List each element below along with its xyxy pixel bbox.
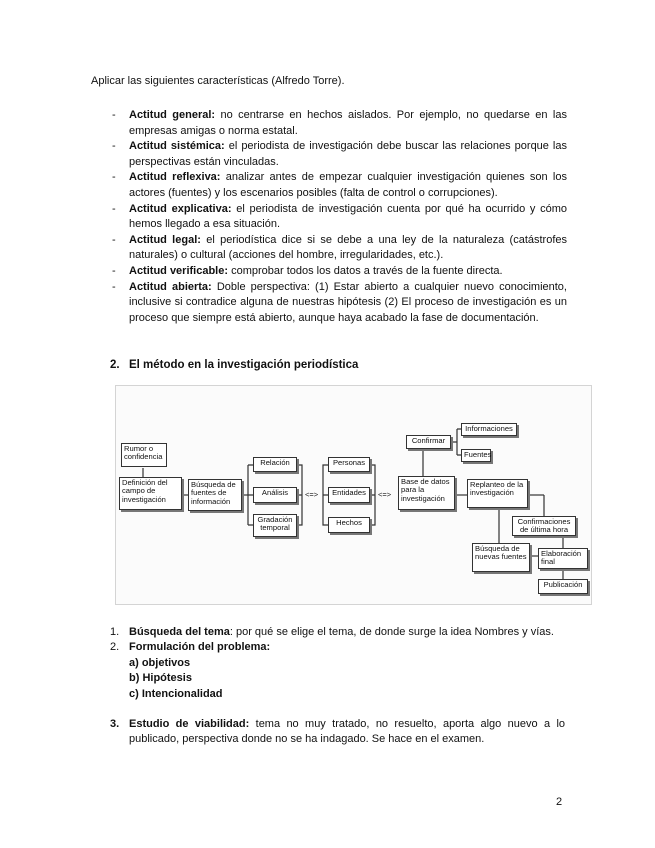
busqueda-nuevas-box: Búsqueda de nuevas fuentes — [472, 543, 530, 572]
bullet-dash: - — [112, 280, 116, 293]
list-item — [110, 717, 565, 748]
definicion-box: Definición del campo de investigación — [119, 477, 182, 510]
sub-item-objetivos: a) objetivos — [129, 656, 191, 669]
bullet-dash: - — [112, 109, 116, 121]
attitude-text: Doble perspectiva: (1) Estar abierto a cualquier nuevo conocimiento, inclusive si contradice alguna de nuestras hipótesis (2) El proceso de investigación es un proceso que siempre está abierto, aunque haya acabado la fase de documentación. — [129, 280, 567, 324]
attitude-term: Actitud explicativa: — [129, 202, 232, 215]
bullet-dash: - — [112, 264, 116, 277]
bullet-dash: - — [112, 233, 116, 246]
attitude-term: Actitud sistémica: — [129, 140, 225, 153]
attitude-text: analizar antes de empezar cualquier investigación quienes son los actores (fuentes) y los escenarios posibles (falta de control o corrupciones). — [129, 171, 567, 199]
section-title: El método en la investigación periodística — [129, 359, 359, 371]
sub-item-intencionalidad: c) Intencionalidad — [129, 687, 223, 700]
bullet-dash: - — [112, 202, 116, 215]
double-arrow: <=> — [378, 490, 392, 499]
attitude-text: no centrarse en hechos aislados. Por ejemplo, no quedarse en las empresas amigas o norma estatal. — [129, 109, 567, 137]
personas-box: Personas — [328, 457, 370, 472]
steps-list — [110, 625, 565, 748]
list-item — [112, 202, 567, 233]
double-arrow: <=> — [305, 490, 319, 499]
intro-line: Aplicar las siguientes características (Alfredo Torre). — [91, 75, 345, 87]
gradacion-box: Gradación temporal — [253, 514, 297, 537]
replanteo-box: Replanteo de la investigación — [467, 479, 528, 508]
hechos-box: Hechos — [328, 517, 370, 533]
section-number: 2. — [110, 359, 120, 371]
list-item — [112, 108, 567, 139]
attitudes-list — [112, 108, 567, 326]
list-item — [112, 280, 567, 327]
informaciones-box: Informaciones — [461, 423, 517, 436]
method-diagram — [115, 385, 592, 605]
attitude-term: Actitud abierta: — [129, 280, 212, 293]
analisis-box: Análisis — [253, 487, 297, 503]
list-item — [112, 139, 567, 170]
attitude-term: Actitud verificable: — [129, 264, 229, 277]
busqueda-fuentes-box: Búsqueda de fuentes de información — [188, 479, 242, 511]
list-item — [112, 264, 567, 280]
attitude-text: comprobar todos los datos a través de la fuente directa. — [228, 264, 503, 277]
bracket-confirm — [451, 429, 461, 455]
list-item — [112, 233, 567, 264]
attitude-term: Actitud reflexiva: — [129, 171, 221, 184]
list-item — [112, 170, 567, 201]
step-number: 2. — [110, 641, 120, 654]
confirmaciones-box: Confirmaciones de última hora — [512, 516, 576, 536]
bullet-dash: - — [112, 140, 116, 153]
page-number: 2 — [556, 796, 563, 808]
bracket-right-entities — [370, 465, 375, 525]
attitude-term: Actitud legal: — [129, 233, 201, 246]
attitude-term: Actitud general: — [129, 109, 216, 121]
attitude-text: el periodista de investigación cuenta por qué ha ocurrido y cómo hemos llegado a esa situación. — [129, 202, 568, 231]
confirmar-box: Confirmar — [406, 435, 451, 449]
step-number: 1. — [110, 626, 120, 638]
step-term: Búsqueda del tema — [129, 626, 230, 638]
entidades-box: Entidades — [328, 487, 370, 503]
step-number: 3. — [110, 718, 120, 731]
attitude-text: el periodística dice si se debe a una ley de la naturaleza (catástrofes naturales) o cultural (acciones del hombre, irregularidades, etc.). — [129, 233, 568, 262]
relacion-box: Relación — [253, 457, 297, 472]
list-item — [110, 640, 565, 655]
attitude-text: el periodista de investigación debe buscar las relaciones porque las perspectivas están vinculadas. — [129, 140, 567, 168]
list-item — [110, 625, 565, 640]
step-term: Estudio de viabilidad: — [129, 718, 250, 731]
step-text: : por qué se elige el tema, de donde surge la idea Nombres y vías. — [229, 626, 554, 638]
rumor-box: Rumor o confidencia — [121, 443, 167, 467]
bracket-right — [297, 465, 302, 525]
section-heading — [110, 359, 358, 371]
sub-item-hipotesis: b) Hipótesis — [129, 672, 192, 685]
fuentes-box: Fuentes — [461, 449, 491, 462]
elaboracion-box: Elaboración final — [538, 548, 588, 569]
step-text: tema no muy tratado, no resuelto, aporta algo nuevo a lo publicado, perspectiva donde no se ha indagado. Se hace en el examen. — [129, 718, 565, 746]
base-datos-box: Base de datos para la investigación — [398, 476, 455, 510]
bullet-dash: - — [112, 171, 116, 184]
publicacion-box: Publicación — [538, 579, 588, 594]
step-term: Formulación del problema: — [129, 641, 271, 654]
